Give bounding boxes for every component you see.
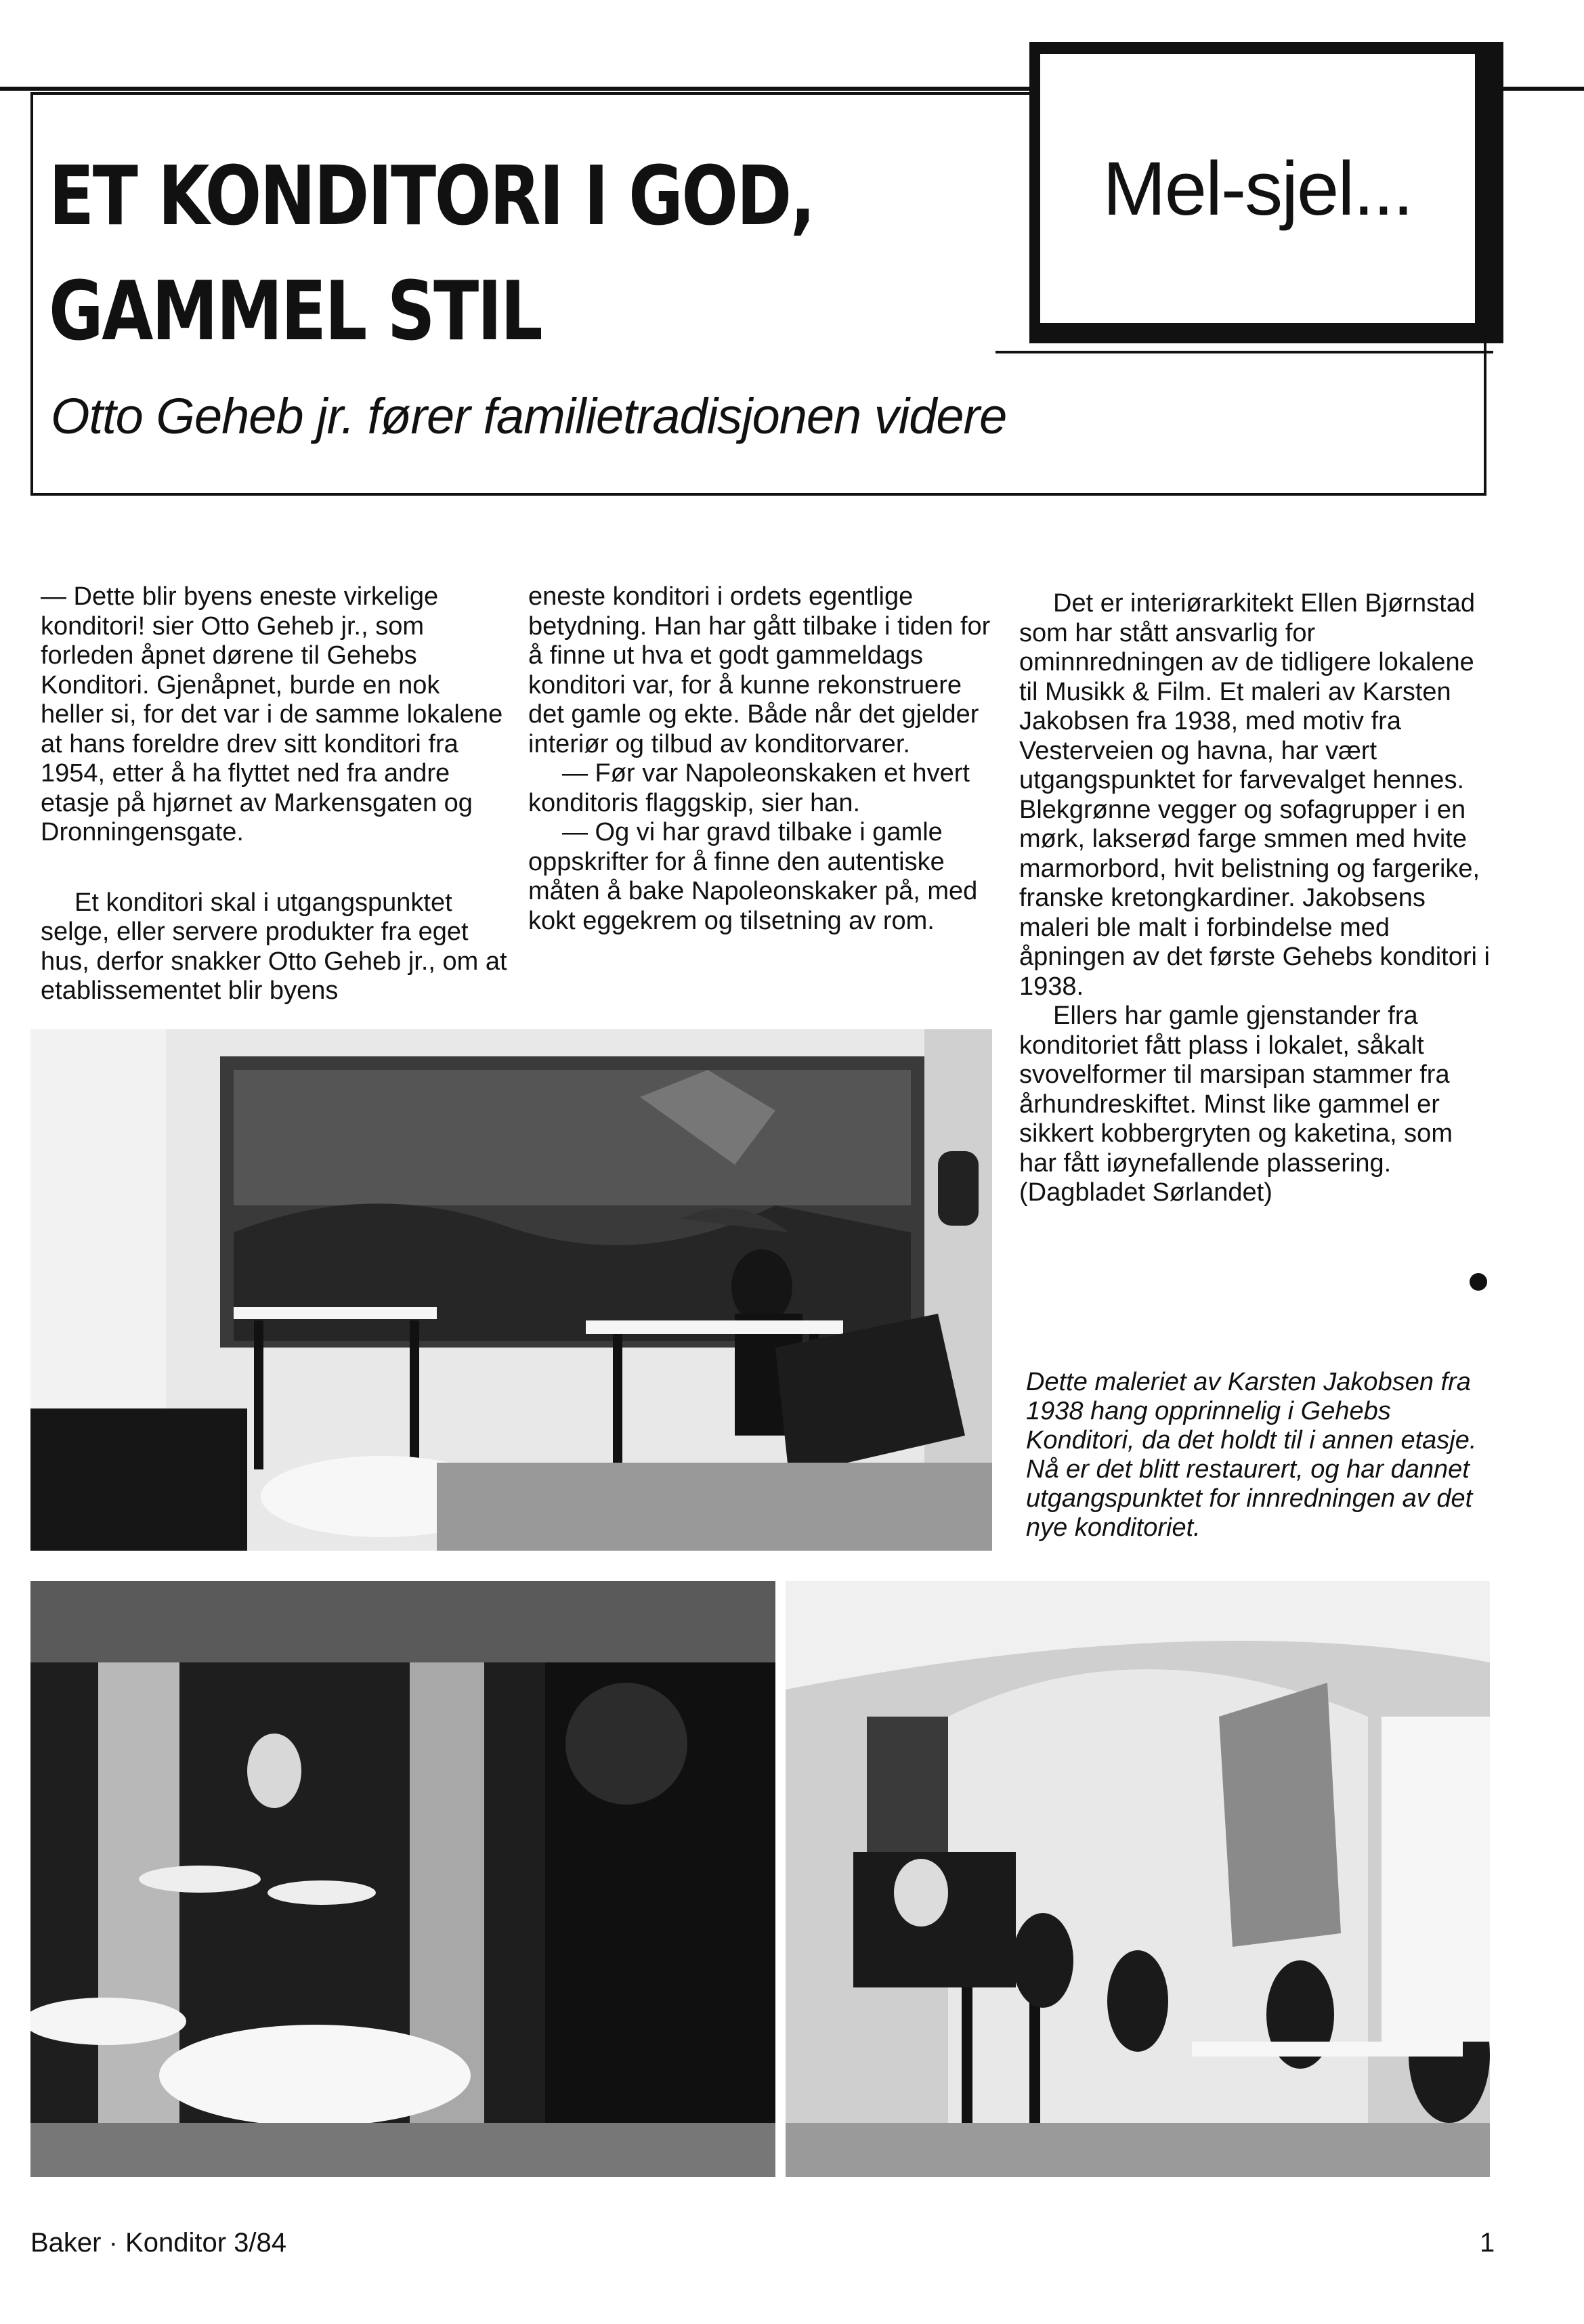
column2-paragraph-2: — Før var Napoleonskaken et hvert konditoris flaggskip, sier han.: [528, 759, 970, 817]
headline: [49, 139, 815, 370]
mel-sjel-logo: [1037, 51, 1478, 326]
column3-paragraph-1: Det er interiørarkitekt Ellen Bjørnstad som har stått ansvarlig for ominnredningen av de tidligere lokalene til Musikk & Film. Et maleri av Karsten Jakobsen fra 1938, med motiv fra Vesterveien og havna, har vært utgangspunktet for farvevalget hennes. Blekgrønne vegger og sofagrupper i en mørk, lakserød farge smmen med hvite marmorbord, hvit belistning og fargerike, franske kretongkardiner. Jakobsens maleri ble malt i forbindelse med åpningen av det første Gehebs konditori i 1938.: [1019, 589, 1490, 1001]
photo-white-tables: [30, 1581, 775, 2177]
subheadline: Otto Geheb jr. fører familietradisjonen videre: [51, 388, 1007, 444]
column3-paragraph-2: Ellers har gamle gjenstander fra konditoriet fått plass i lokalet, såkalt svovelformer til marsipan stammer fra århundreskiftet. Minst like gammel er sikkert kobbergryten og kaketina, som har fått iøynefallende plassering.: [1019, 1002, 1453, 1178]
logo-text: Mel-sjel...: [1103, 146, 1413, 231]
article-column-1: [41, 582, 508, 1006]
photo-caption: Dette maleriet av Karsten Jakobsen fra 1938 hang opprinnelig i Gehebs Konditori, da det holdt til i annen etasje. Nå er det blitt restaurert, og har dannet utgangspunktet for innredningen av det nye konditoriet.: [1026, 1368, 1477, 1542]
article-column-3: [1019, 589, 1493, 1208]
column1-paragraph-2: Et konditori skal i utgangspunktet selge, eller servere produkter fra eget hus, derfor snakker Otto Geheb jr., om at etablissementet blir byens: [41, 888, 507, 1005]
photo-chairs-curtains: [786, 1581, 1490, 2177]
column1-paragraph-1: — Dette blir byens eneste virkelige konditori! sier Otto Geheb jr., som forleden åpnet dørene til Gehebs Konditori. Gjenåpnet, burde en nok heller si, for det var i de samme lokalene at hans foreldre drev sitt konditori fra 1954, etter å ha flyttet ned fra andre etasje på hjørnet av Markensgaten og Dronningensgate.: [41, 582, 503, 846]
publication-footer: Baker · Konditor 3/84: [30, 2228, 286, 2258]
article-column-2: [528, 582, 996, 936]
headline-line-1: ET KONDITORI I GOD,: [49, 150, 814, 244]
column2-paragraph-3: — Og vi har gravd tilbake i gamle oppskrifter for å finne den autentiske måten å bake Napoleonskaker på, med kokt eggekrem og tilsetning av rom.: [528, 818, 978, 935]
headline-line-2: GAMMEL STIL: [49, 265, 542, 359]
photo-mural-interior: [30, 1029, 992, 1551]
page-number: 1: [1480, 2228, 1495, 2258]
column3-source: (Dagbladet Sørlandet): [1019, 1178, 1272, 1207]
end-bullet: [1470, 1273, 1487, 1291]
column2-paragraph-1: eneste konditori i ordets egentlige betydning. Han har gått tilbake i tiden for å finne ut hva et godt gammeldags konditori var, for å kunne rekonstruere det gamle og ekte. Både når det gjelder interiør og tilbud av konditorvarer.: [528, 582, 991, 758]
logo-underline: [996, 351, 1493, 353]
